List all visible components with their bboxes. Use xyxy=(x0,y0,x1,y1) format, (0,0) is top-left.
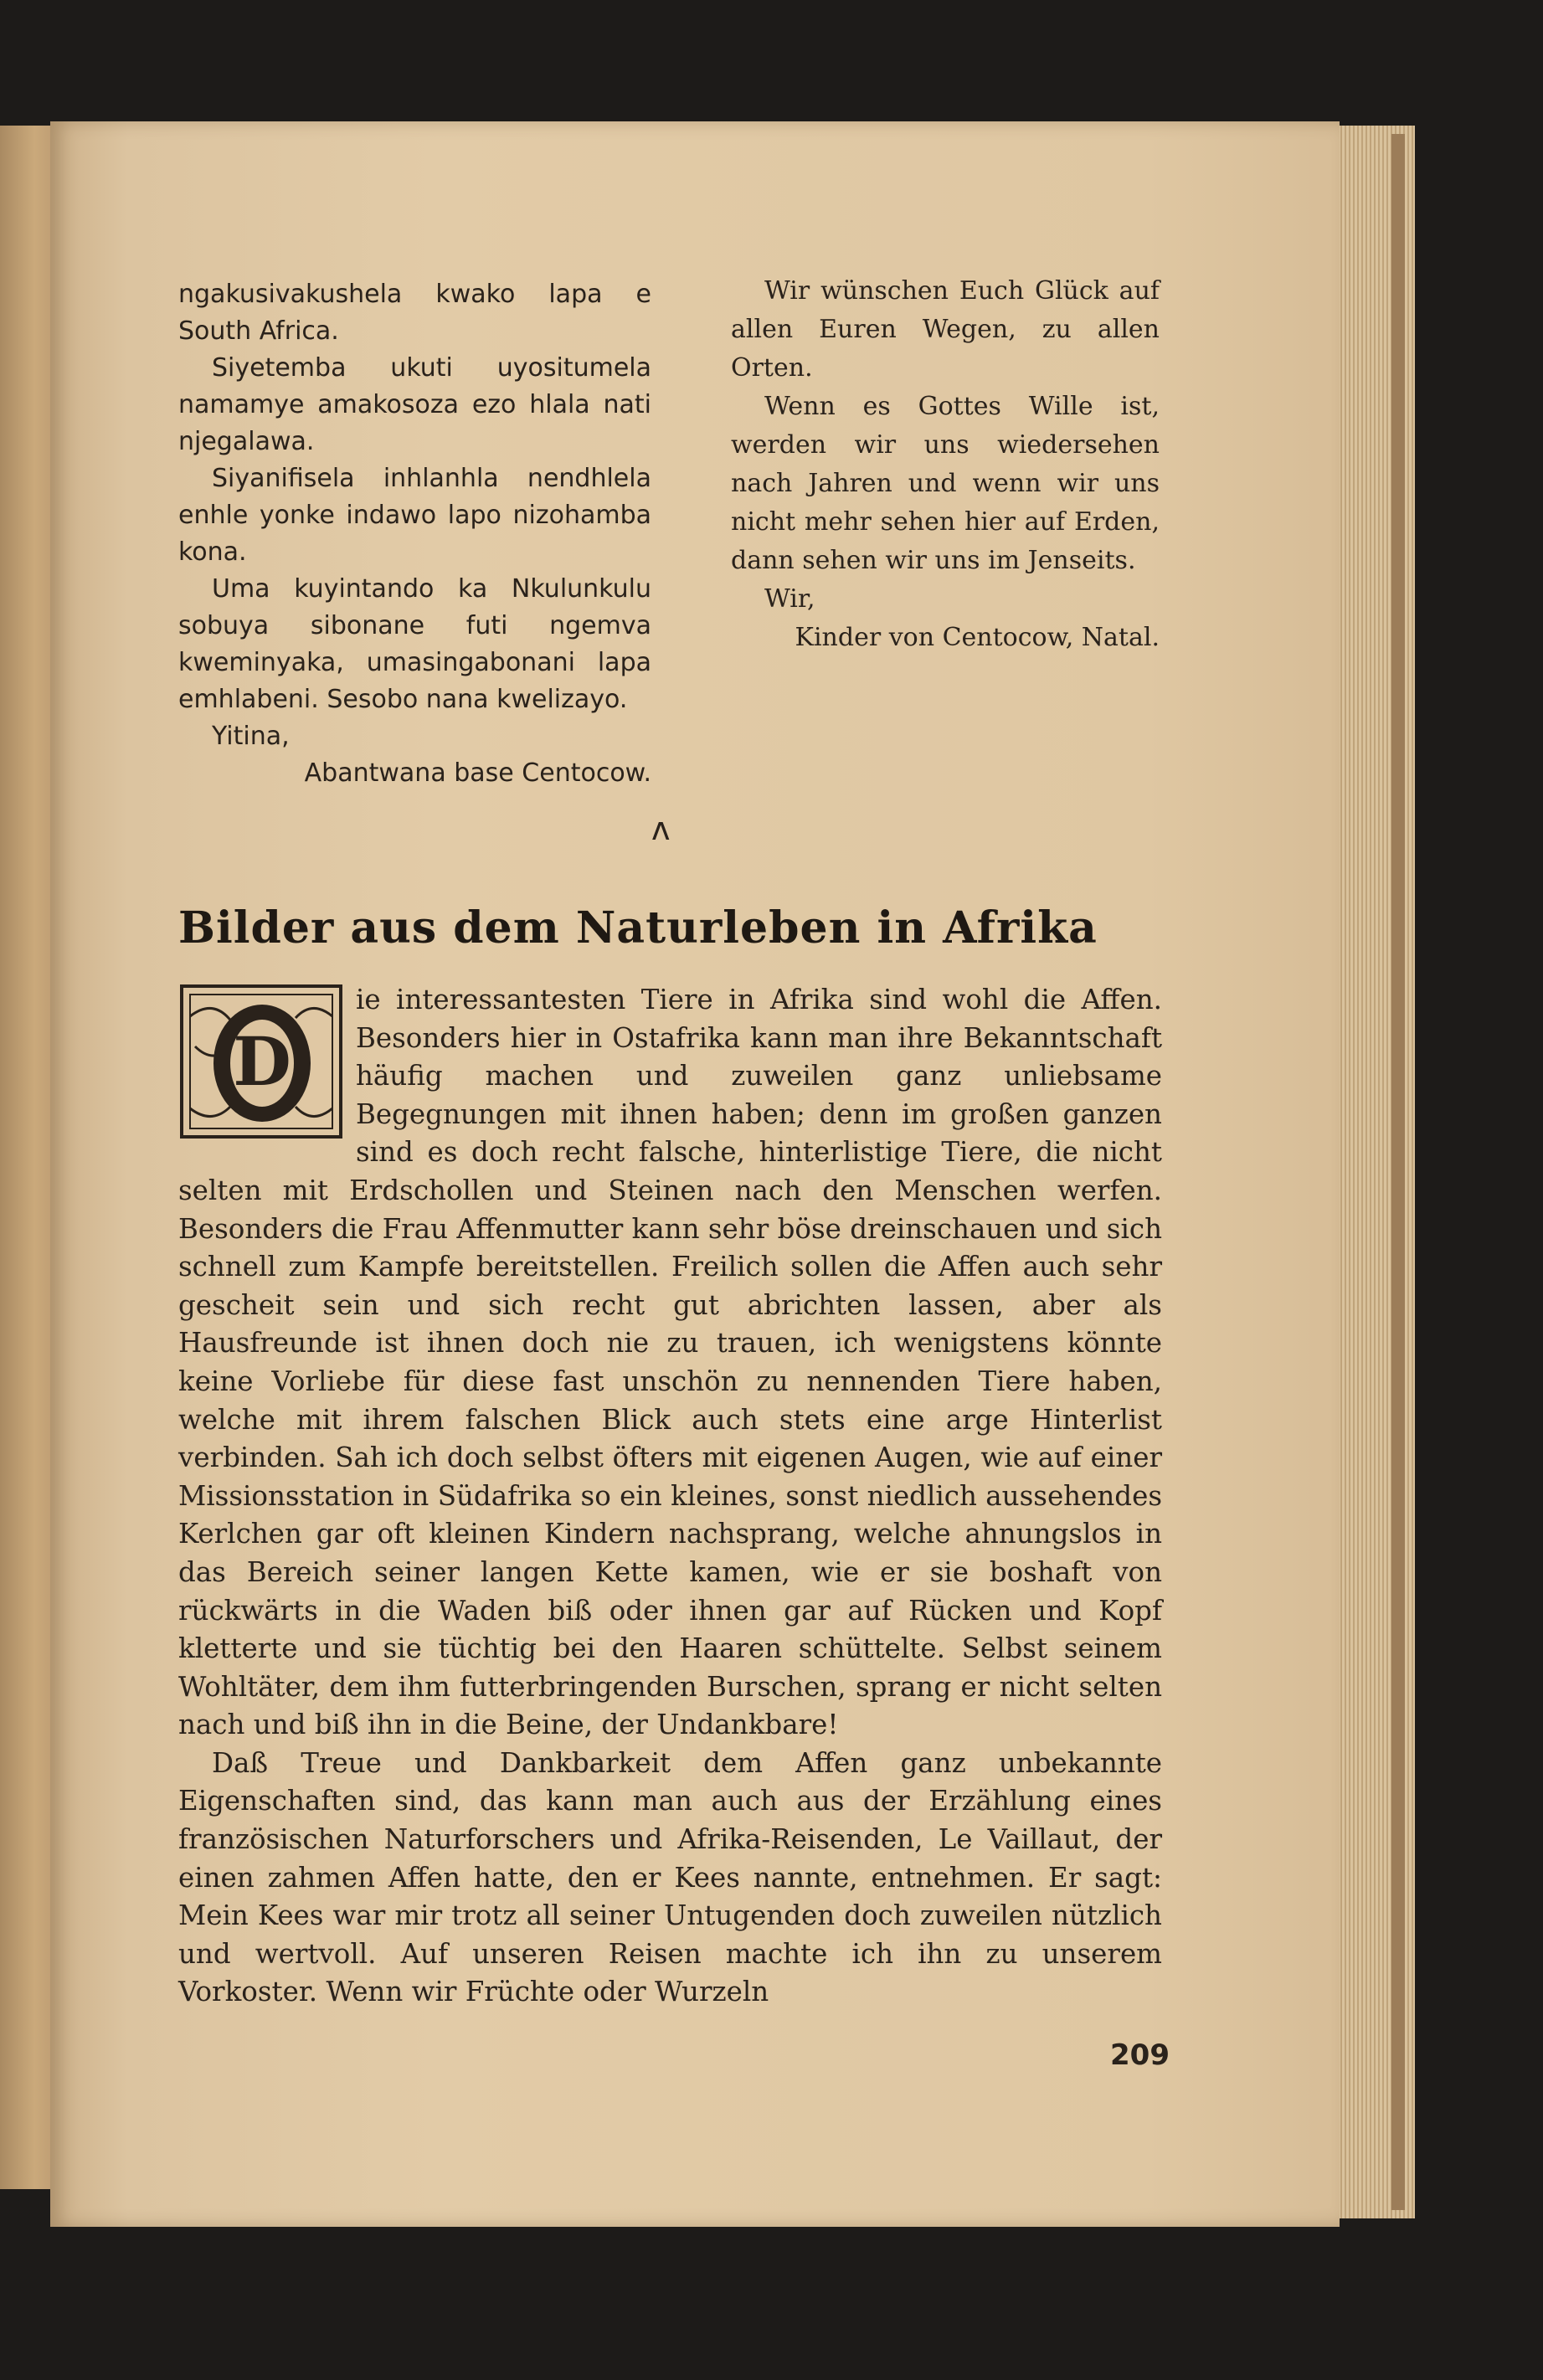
article-paragraph-2: Daß Treue und Dankbarkeit dem Affen ganz unbekannte Eigenschaften sind, das kann man auch aus der Erzählung eines französischen Naturforschers und Afrika-Reisenden, Le Vaillaut, der einen zahmen Affen hatte, den er Kees nannte, entnehmen. Er sagt: Mein Kees war mir trotz all seiner Untugenden doch zuweilen nützlich und wertvoll. Auf unseren Reisen machte ich ihn zu unserem Vorkoster. Wenn wir Früchte oder Wurzeln xyxy=(178,1746,1162,2008)
article-body xyxy=(178,981,1162,2012)
ornamental-dropcap xyxy=(178,983,344,1140)
dropcap-letter: D xyxy=(233,1022,291,1101)
zulu-paragraph-2: Siyetemba ukuti uyositumela namamye amakosoza ezo hlala nati njegalawa. xyxy=(178,353,651,456)
zulu-letter-column xyxy=(178,276,651,792)
german-paragraph-1: Wir wünschen Euch Glück auf allen Euren Wegen, zu allen Orten. xyxy=(731,276,1160,383)
section-divider-ornament: ᴧ xyxy=(651,810,671,847)
german-letter-column xyxy=(731,272,1160,657)
german-signature: Kinder von Centocow, Natal. xyxy=(795,623,1160,652)
zulu-paragraph-4: Uma kuyintando ka Nkulunkulu sobuya sibonane futi ngemva kweminyaka, umasingabonani lapa emhlabeni. Sesobo nana kwelizayo. xyxy=(178,574,651,714)
article-title: Bilder aus dem Naturleben in Afrika xyxy=(178,902,1098,954)
zulu-signature: Abantwana base Centocow. xyxy=(304,758,651,788)
zulu-paragraph-1: ngakusivakushela kwako lapa e South Africa. xyxy=(178,280,651,346)
page-number: 209 xyxy=(1110,2038,1170,2072)
right-page-shadow xyxy=(1391,134,1405,2210)
article-paragraph-1: ie interessantesten Tiere in Afrika sind wohl die Affen. Besonders hier in Ostafrika kann man ihre Bekanntschaft häufig machen und zuweilen ganz unliebsame Begegnungen mit ihnen haben; denn im großen ganzen sind es doch recht falsche, hinterlistige Tiere, die nicht selten mit Erdschollen und Steinen nach den Menschen werfen. Besonders die Frau Affenmutter kann sehr böse dreinschauen und sich schnell zum Kampfe bereitstellen. Freilich sollen die Affen auch sehr gescheit sein und sich recht gut abrichten lassen, aber als Hausfreunde ist ihnen doch nie zu trauen, ich wenigstens könnte keine Vorliebe für diese fast unschön zu nennenden Tiere haben, welche mit ihrem falschen Blick auch stets eine arge Hinterlist verbinden. Sah ich doch selbst öfters mit eigenen Augen, wie auf einer Missionsstation in Südafrika so ein kleines, sonst niedlich aussehendes Kerlchen gar oft kleinen Kindern nachsprang, welche ahnungslos in das Bereich seiner langen Kette kamen, wie er sie boshaft von rückwärts in die Waden biß oder ihnen gar auf Rücken und Kopf kletterte und sie tüchtig bei den Haaren schüttelte. Selbst seinem Wohltäter, dem ihm futterbringenden Burschen, sprang er nicht selten nach und biß ihn in die Beine, der Undankbare! xyxy=(178,984,1162,1741)
german-greeting: Wir, xyxy=(764,584,815,614)
zulu-greeting: Yitina, xyxy=(212,722,290,751)
german-paragraph-2: Wenn es Gottes Wille ist, werden wir uns wiedersehen nach Jahren und wenn wir uns nicht mehr sehen hier auf Erden, dann sehen wir uns im Jenseits. xyxy=(731,392,1160,575)
zulu-paragraph-3: Siyanifisela inhlanhla nendhlela enhle yonke indawo lapo nizohamba kona. xyxy=(178,464,651,567)
